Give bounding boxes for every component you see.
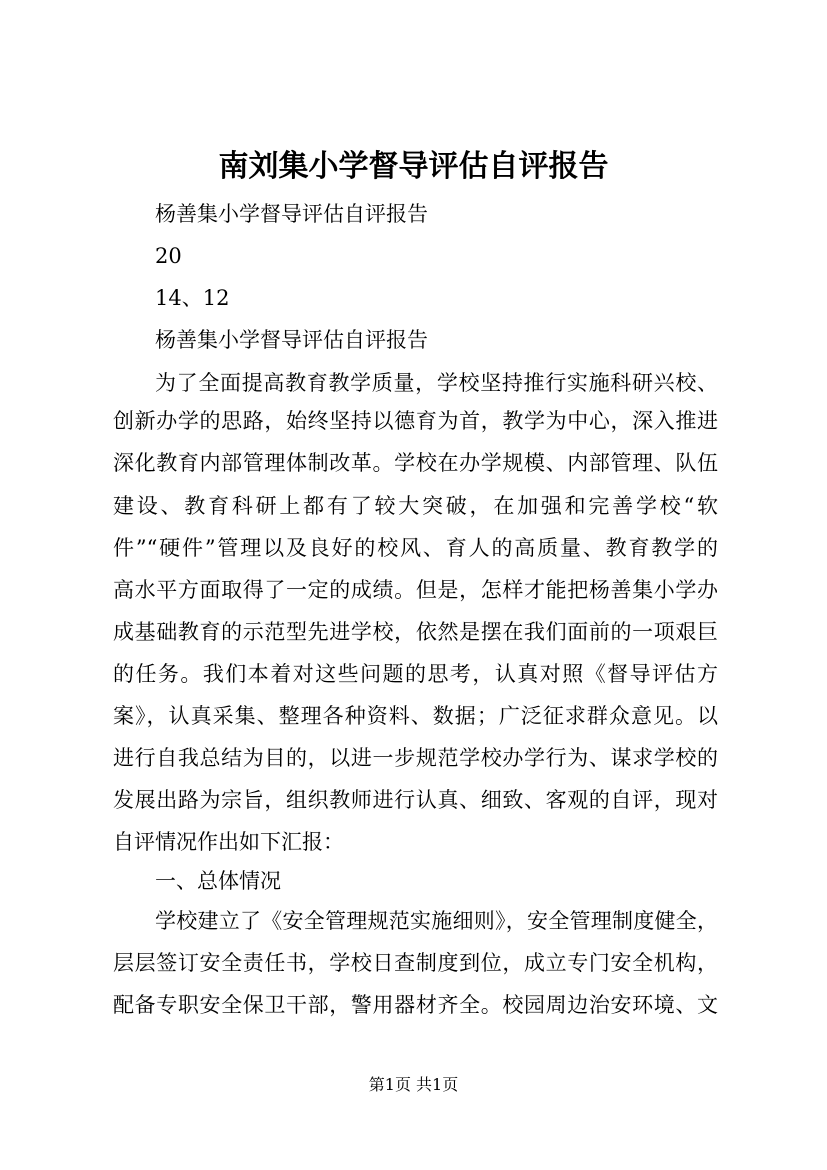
date-part-1: 20 bbox=[155, 244, 182, 268]
paragraph-1-line: 建设、教育科研上都有了较大突破，在加强和完善学校“软 bbox=[113, 494, 718, 518]
paragraph-1-line: 发展出路为宗旨，组织教师进行认真、细致、客观的自评，现对 bbox=[113, 788, 718, 812]
subtitle-repeat: 杨善集小学督导评估自评报告 bbox=[155, 328, 428, 352]
paragraph-2-line: 学校建立了《安全管理规范实施细则》，安全管理制度健全， bbox=[155, 909, 718, 933]
paragraph-1-line: 高水平方面取得了一定的成绩。但是，怎样才能把杨善集小学办 bbox=[113, 578, 718, 602]
date-part-2: 14、12 bbox=[155, 286, 230, 310]
paragraph-1-line: 深化教育内部管理体制改革。学校在办学规模、内部管理、队伍 bbox=[113, 451, 718, 475]
paragraph-1-line-last: 自评情况作出如下汇报： bbox=[113, 830, 344, 854]
paragraph-1-line: 为了全面提高教育教学质量，学校坚持推行实施科研兴校、 bbox=[155, 371, 718, 395]
paragraph-1-line: 进行自我总结为目的，以进一步规范学校办学行为、谋求学校的 bbox=[113, 746, 718, 770]
paragraph-2-line: 层层签订安全责任书，学校日查制度到位，成立专门安全机构， bbox=[113, 951, 718, 975]
page-footer: 第1页 共1页 bbox=[368, 1075, 459, 1094]
paragraph-1-line: 案》，认真采集、整理各种资料、数据；广泛征求群众意见。以 bbox=[113, 704, 718, 728]
paragraph-1-line: 的任务。我们本着对这些问题的思考，认真对照《督导评估方 bbox=[113, 662, 718, 686]
paragraph-1-line: 件”“硬件”管理以及良好的校风、育人的高质量、教育教学的 bbox=[113, 536, 718, 560]
paragraph-1-line: 创新办学的思路，始终坚持以德育为首，教学为中心，深入推进 bbox=[113, 409, 718, 433]
document-title: 南刘集小学督导评估自评报告 bbox=[218, 149, 609, 184]
paragraph-2-line: 配备专职安全保卫干部，警用器材齐全。校园周边治安环境、文 bbox=[113, 993, 718, 1017]
section-1-heading: 一、总体情况 bbox=[155, 869, 281, 893]
paragraph-1-line: 成基础教育的示范型先进学校，依然是摆在我们面前的一项艰巨 bbox=[113, 620, 718, 644]
subtitle: 杨善集小学督导评估自评报告 bbox=[155, 202, 428, 226]
